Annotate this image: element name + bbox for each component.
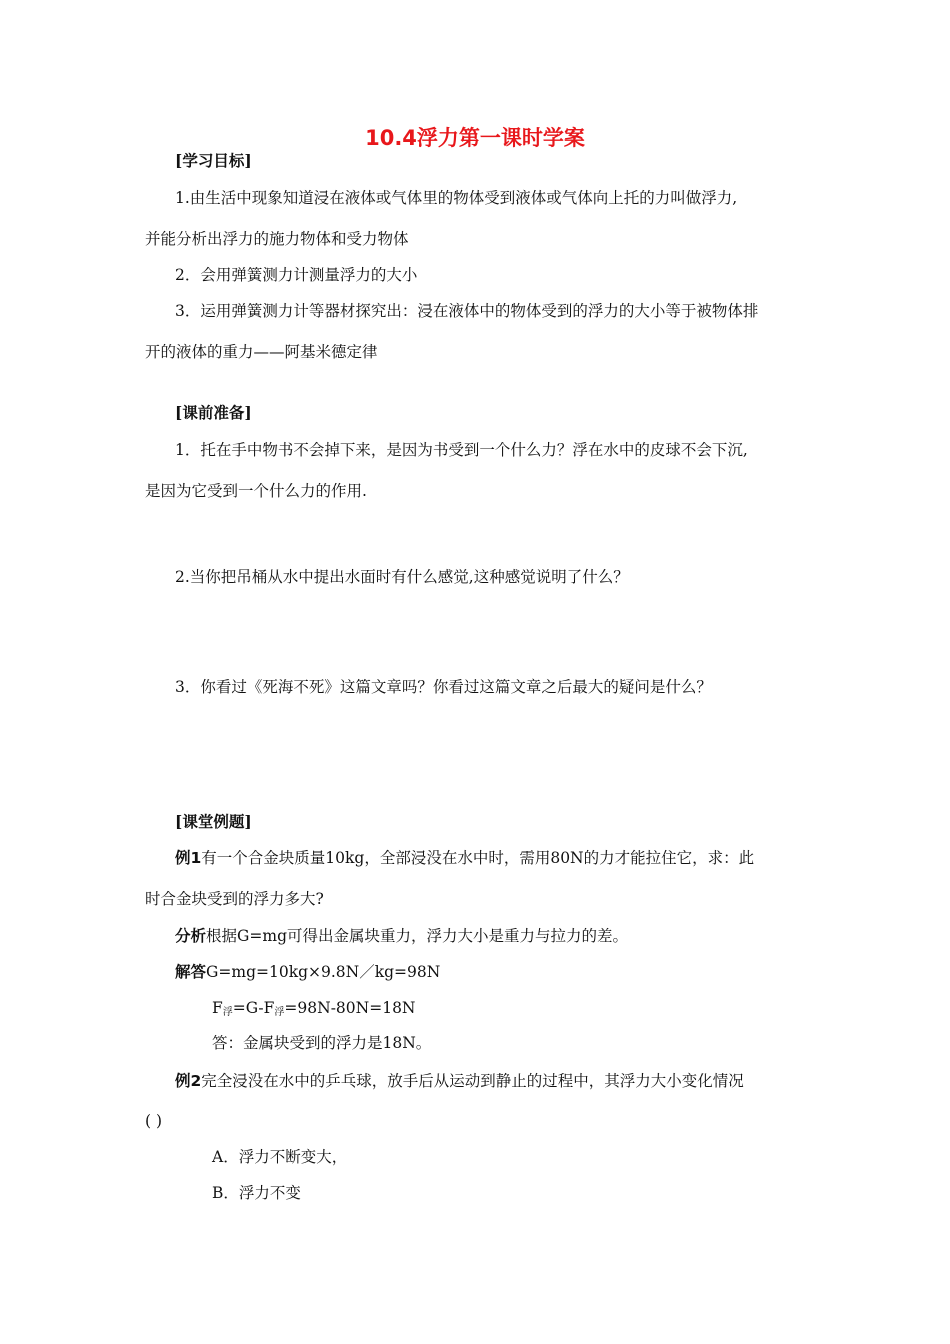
analysis-text: 根据G=mg可得出金属块重力，浮力大小是重力与拉力的差。 <box>206 927 629 945</box>
option-b: B．浮力不变 <box>212 1184 301 1202</box>
prep-question-1a: 1．托在手中物书不会掉下来，是因为书受到一个什么力？浮在水中的皮球不会下沉, <box>175 441 748 459</box>
example-2-text-a: 完全浸没在水中的乒乓球，放手后从运动到静止的过程中，其浮力大小变化情况 <box>201 1072 744 1090</box>
example-1-line-a <box>175 847 754 869</box>
calc-sub-2: 浮 <box>274 1007 285 1018</box>
example-2-label: 例2 <box>175 1072 202 1090</box>
example-2-blank: ( ) <box>145 1112 163 1130</box>
prep-heading: [课前准备] <box>175 403 252 422</box>
goal-item-3b: 开的液体的重力——阿基米德定律 <box>145 343 378 361</box>
goal-item-3a: 3．运用弹簧测力计等器材探究出：浸在液体中的物体受到的浮力的大小等于被物体排 <box>175 302 759 320</box>
option-a: A．浮力不断变大， <box>212 1148 348 1166</box>
analysis-line <box>175 925 628 947</box>
example-1-label: 例1 <box>175 849 202 867</box>
example-1-line-b: 时合金块受到的浮力多大? <box>145 890 324 908</box>
goal-item-1b: 并能分析出浮力的施力物体和受力物体 <box>145 230 409 248</box>
page-title: 10.4浮力第一课时学案 <box>365 126 585 150</box>
example-2-line-a <box>175 1070 744 1092</box>
prep-question-1b: 是因为它受到一个什么力的作用. <box>145 482 367 500</box>
prep-question-3: 3．你看过《死海不死》这篇文章吗？你看过这篇文章之后最大的疑问是什么？ <box>175 678 712 696</box>
solution-line <box>175 961 440 983</box>
example-1-text-a: 有一个合金块质量10kg，全部浸没在水中时，需用80N的力才能拉住它，求：此 <box>201 849 755 867</box>
goal-item-2: 2．会用弹簧测力计测量浮力的大小 <box>175 266 418 284</box>
examples-heading: [课堂例题] <box>175 812 252 831</box>
answer-line: 答：金属块受到的浮力是18N。 <box>212 1034 432 1052</box>
goal-item-1a: 1.由生活中现象知道浸在液体或气体里的物体受到液体或气体向上托的力叫做浮力, <box>175 189 738 207</box>
goals-heading: [学习目标] <box>175 151 252 170</box>
calculation-line <box>212 997 416 1024</box>
solution-text: G=mg=10kg×9.8N／kg=98N <box>206 963 441 981</box>
calc-sub-1: 浮 <box>222 1007 233 1018</box>
prep-question-2: 2.当你把吊桶从水中提出水面时有什么感觉,这种感觉说明了什么？ <box>175 568 629 586</box>
analysis-label: 分析 <box>175 927 207 945</box>
calc-end: =98N-80N=18N <box>284 999 416 1017</box>
calc-f1: F <box>212 999 223 1017</box>
calc-mid: =G-F <box>232 999 275 1017</box>
solution-label: 解答 <box>175 963 207 981</box>
